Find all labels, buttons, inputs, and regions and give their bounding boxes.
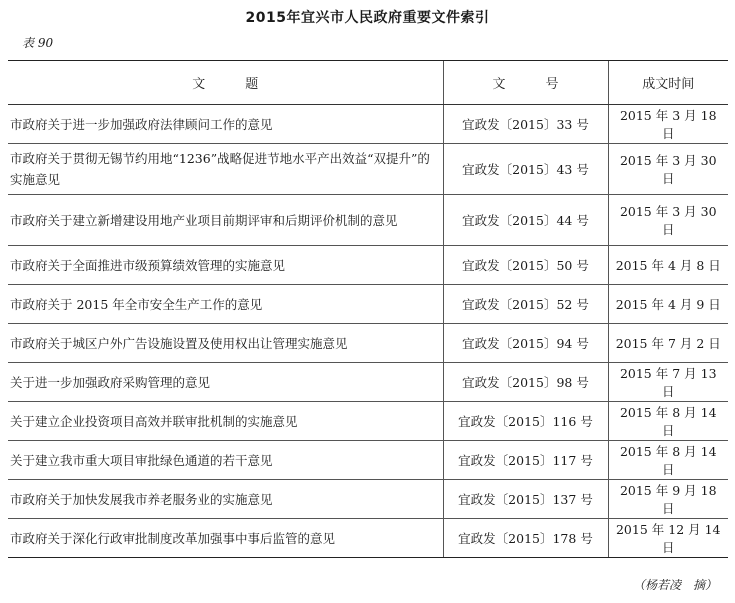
table-number: 表 90	[22, 36, 54, 50]
row-title: 市政府关于建立新增建设用地产业项目前期评审和后期评价机制的意见	[8, 195, 443, 246]
row-issue-date: 2015 年 7 月 13 日	[608, 363, 728, 402]
table-row	[8, 480, 728, 519]
row-document-number: 宜政发〔2015〕116 号	[443, 402, 608, 441]
row-document-number: 宜政发〔2015〕137 号	[443, 480, 608, 519]
row-title: 市政府关于进一步加强政府法律顾问工作的意见	[8, 105, 443, 144]
page-title: 2015年宜兴市人民政府重要文件索引	[245, 10, 490, 26]
row-issue-date: 2015 年 3 月 30 日	[608, 195, 728, 246]
row-title: 市政府关于贯彻无锡节约用地“1236”战略促进节地水平产出效益“双提升”的实施意见	[8, 144, 443, 195]
table-header-row	[8, 61, 728, 105]
row-title: 市政府关于 2015 年全市安全生产工作的意见	[8, 285, 443, 324]
row-issue-date: 2015 年 7 月 2 日	[608, 324, 728, 363]
row-title: 市政府关于加快发展我市养老服务业的实施意见	[8, 480, 443, 519]
row-issue-date: 2015 年 3 月 18 日	[608, 105, 728, 144]
document-index-table	[8, 60, 728, 558]
row-issue-date: 2015 年 4 月 8 日	[608, 246, 728, 285]
row-document-number: 宜政发〔2015〕43 号	[443, 144, 608, 195]
row-document-number: 宜政发〔2015〕94 号	[443, 324, 608, 363]
table-row	[8, 105, 728, 144]
row-issue-date: 2015 年 3 月 30 日	[608, 144, 728, 195]
row-title: 关于进一步加强政府采购管理的意见	[8, 363, 443, 402]
row-title: 关于建立企业投资项目高效并联审批机制的实施意见	[8, 402, 443, 441]
row-document-number: 宜政发〔2015〕178 号	[443, 519, 608, 558]
row-document-number: 宜政发〔2015〕44 号	[443, 195, 608, 246]
row-document-number: 宜政发〔2015〕50 号	[443, 246, 608, 285]
table-row	[8, 519, 728, 558]
table-row	[8, 195, 728, 246]
row-title: 关于建立我市重大项目审批绿色通道的若干意见	[8, 441, 443, 480]
row-issue-date: 2015 年 9 月 18 日	[608, 480, 728, 519]
header-issue-date: 成文时间	[608, 61, 728, 105]
table-row	[8, 324, 728, 363]
compiler-note: （杨若凌 摘）	[632, 578, 717, 592]
table-row	[8, 144, 728, 195]
row-title: 市政府关于深化行政审批制度改革加强事中事后监管的意见	[8, 519, 443, 558]
table-row	[8, 285, 728, 324]
row-title: 市政府关于城区户外广告设施设置及使用权出让管理实施意见	[8, 324, 443, 363]
row-issue-date: 2015 年 8 月 14 日	[608, 402, 728, 441]
row-issue-date: 2015 年 4 月 9 日	[608, 285, 728, 324]
row-issue-date: 2015 年 8 月 14 日	[608, 441, 728, 480]
row-document-number: 宜政发〔2015〕117 号	[443, 441, 608, 480]
row-document-number: 宜政发〔2015〕33 号	[443, 105, 608, 144]
table-row	[8, 363, 728, 402]
row-document-number: 宜政发〔2015〕98 号	[443, 363, 608, 402]
table-row	[8, 246, 728, 285]
row-title: 市政府关于全面推进市级预算绩效管理的实施意见	[8, 246, 443, 285]
header-title: 文题	[8, 61, 443, 105]
row-document-number: 宜政发〔2015〕52 号	[443, 285, 608, 324]
table-row	[8, 441, 728, 480]
table-row	[8, 402, 728, 441]
row-issue-date: 2015 年 12 月 14 日	[608, 519, 728, 558]
header-document-number: 文号	[443, 61, 608, 105]
